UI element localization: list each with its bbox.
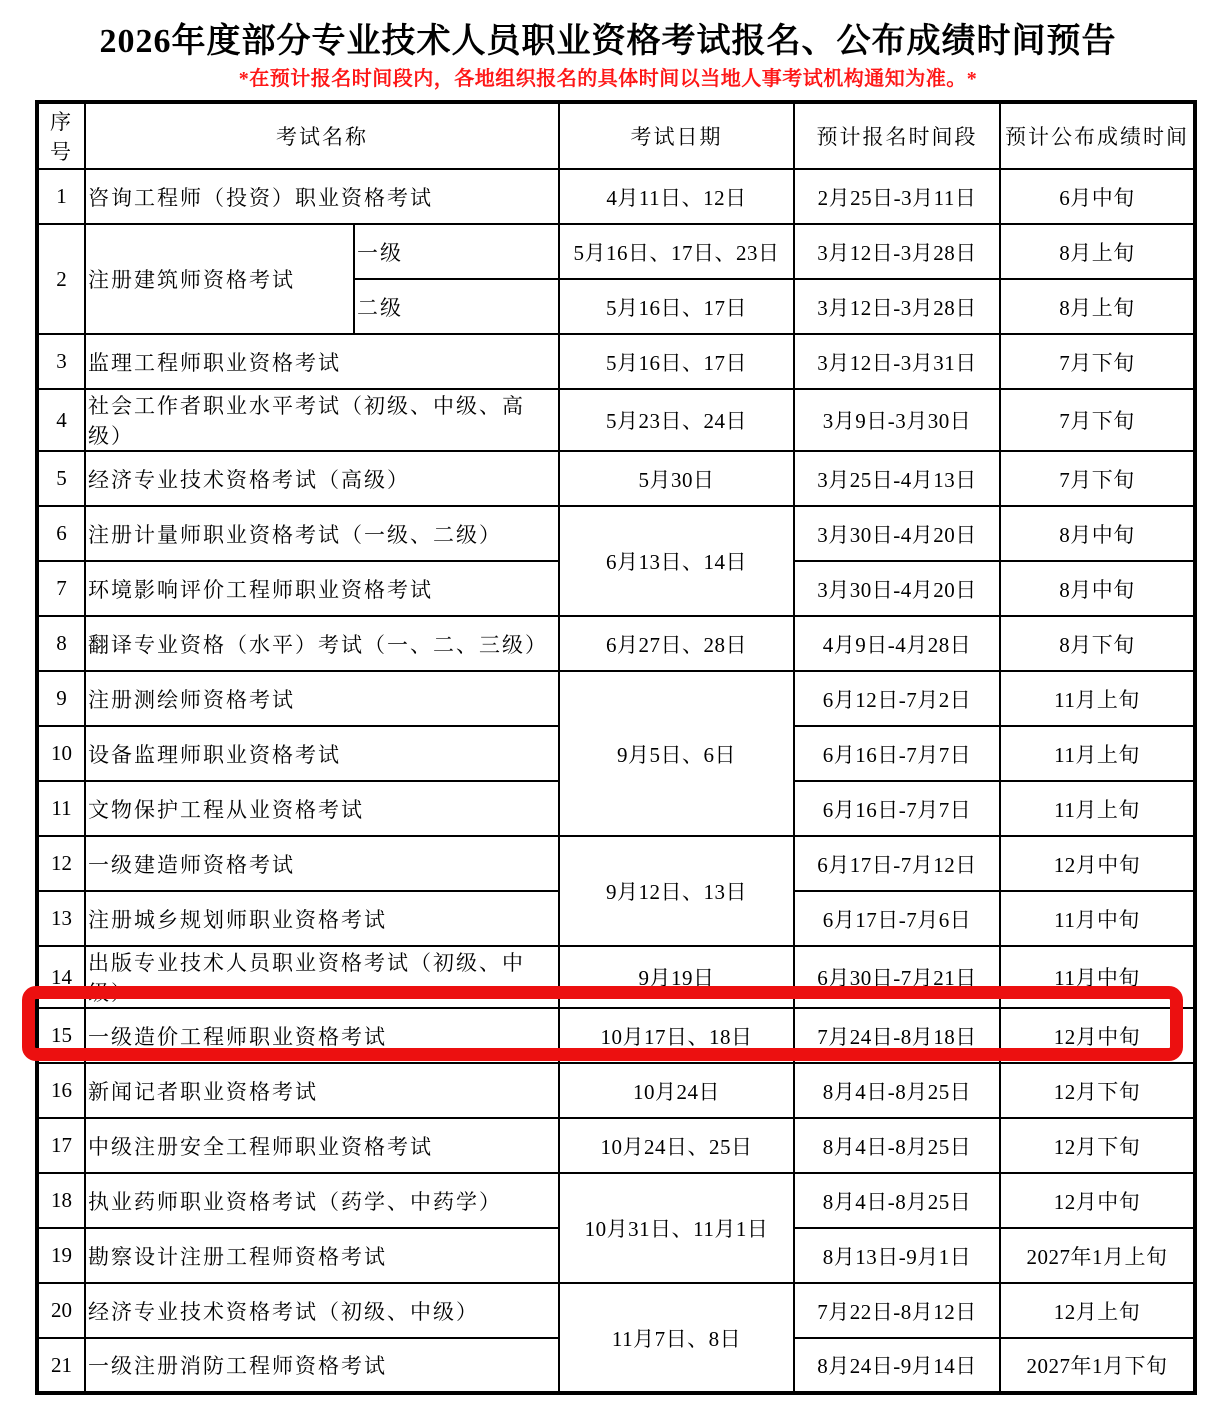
table-row-5 — [37, 451, 1195, 506]
cell-no: 2 — [37, 224, 85, 334]
cell-exam-date: 9月5日、6日 — [559, 671, 794, 836]
cell-registration-period: 8月4日-8月25日 — [794, 1118, 1000, 1173]
header-row — [37, 102, 1195, 169]
cell-no: 21 — [37, 1338, 85, 1393]
cell-exam-name: 新闻记者职业资格考试 — [85, 1063, 559, 1118]
cell-result-time: 12月中旬 — [1000, 1173, 1195, 1228]
cell-exam-name: 环境影响评价工程师职业资格考试 — [85, 561, 559, 616]
table-row-9 — [37, 671, 1195, 726]
cell-exam-name: 设备监理师职业资格考试 — [85, 726, 559, 781]
cell-result-time: 7月下旬 — [1000, 451, 1195, 506]
cell-result-time: 8月上旬 — [1000, 279, 1195, 334]
cell-no: 16 — [37, 1063, 85, 1118]
table-row-4 — [37, 389, 1195, 451]
table-row-16 — [37, 1063, 1195, 1118]
cell-result-time: 12月下旬 — [1000, 1118, 1195, 1173]
cell-registration-period: 3月25日-4月13日 — [794, 451, 1000, 506]
cell-registration-period: 4月9日-4月28日 — [794, 616, 1000, 671]
table-row-20 — [37, 1283, 1195, 1338]
exam-schedule-table — [35, 100, 1197, 1395]
cell-result-time: 7月下旬 — [1000, 334, 1195, 389]
cell-exam-name: 经济专业技术资格考试（高级） — [85, 451, 559, 506]
table-row-3 — [37, 334, 1195, 389]
cell-no: 11 — [37, 781, 85, 836]
cell-registration-period: 3月9日-3月30日 — [794, 389, 1000, 451]
table-row-14 — [37, 946, 1195, 1008]
cell-no: 1 — [37, 169, 85, 224]
cell-exam-date: 9月12日、13日 — [559, 836, 794, 946]
cell-registration-period: 7月24日-8月18日 — [794, 1008, 1000, 1063]
header-no: 序号 — [37, 102, 85, 169]
cell-registration-period: 6月17日-7月12日 — [794, 836, 1000, 891]
cell-exam-level: 一级 — [354, 224, 559, 279]
cell-exam-date: 10月24日、25日 — [559, 1118, 794, 1173]
cell-result-time: 12月中旬 — [1000, 1008, 1195, 1063]
cell-registration-period: 8月4日-8月25日 — [794, 1173, 1000, 1228]
cell-registration-period: 8月4日-8月25日 — [794, 1063, 1000, 1118]
cell-no: 17 — [37, 1118, 85, 1173]
cell-exam-name: 文物保护工程从业资格考试 — [85, 781, 559, 836]
cell-no: 19 — [37, 1228, 85, 1283]
cell-result-time: 7月下旬 — [1000, 389, 1195, 451]
cell-result-time: 12月下旬 — [1000, 1063, 1195, 1118]
table-row-18 — [37, 1173, 1195, 1228]
cell-no: 20 — [37, 1283, 85, 1338]
cell-result-time: 8月上旬 — [1000, 224, 1195, 279]
cell-exam-date: 5月16日、17日 — [559, 334, 794, 389]
header-exam-date: 考试日期 — [559, 102, 794, 169]
cell-exam-name: 注册建筑师资格考试 — [85, 224, 354, 334]
cell-result-time: 8月下旬 — [1000, 616, 1195, 671]
cell-no: 12 — [37, 836, 85, 891]
cell-exam-name: 一级造价工程师职业资格考试 — [85, 1008, 559, 1063]
table-row-1 — [37, 169, 1195, 224]
cell-registration-period: 3月30日-4月20日 — [794, 561, 1000, 616]
cell-no: 13 — [37, 891, 85, 946]
cell-registration-period: 3月12日-3月31日 — [794, 334, 1000, 389]
cell-result-time: 12月中旬 — [1000, 836, 1195, 891]
cell-registration-period: 6月12日-7月2日 — [794, 671, 1000, 726]
cell-exam-name: 监理工程师职业资格考试 — [85, 334, 559, 389]
cell-no: 3 — [37, 334, 85, 389]
cell-no: 18 — [37, 1173, 85, 1228]
cell-exam-date: 5月23日、24日 — [559, 389, 794, 451]
table-row-8 — [37, 616, 1195, 671]
cell-registration-period: 6月17日-7月6日 — [794, 891, 1000, 946]
cell-registration-period: 8月24日-9月14日 — [794, 1338, 1000, 1393]
cell-exam-name: 一级注册消防工程师资格考试 — [85, 1338, 559, 1393]
cell-exam-name: 翻译专业资格（水平）考试（一、二、三级） — [85, 616, 559, 671]
page-title: 2026年度部分专业技术人员职业资格考试报名、公布成绩时间预告 — [99, 23, 1117, 60]
cell-exam-date: 5月30日 — [559, 451, 794, 506]
cell-result-time: 11月上旬 — [1000, 671, 1195, 726]
cell-no: 10 — [37, 726, 85, 781]
cell-result-time: 6月中旬 — [1000, 169, 1195, 224]
cell-exam-date: 4月11日、12日 — [559, 169, 794, 224]
cell-exam-name: 经济专业技术资格考试（初级、中级） — [85, 1283, 559, 1338]
cell-no: 7 — [37, 561, 85, 616]
cell-no: 5 — [37, 451, 85, 506]
cell-exam-name: 一级建造师资格考试 — [85, 836, 559, 891]
cell-exam-date: 9月19日 — [559, 946, 794, 1008]
cell-no: 9 — [37, 671, 85, 726]
cell-exam-date: 6月13日、14日 — [559, 506, 794, 616]
cell-result-time: 11月中旬 — [1000, 891, 1195, 946]
cell-exam-name: 出版专业技术人员职业资格考试（初级、中级） — [85, 946, 559, 1008]
table-row-15-highlighted — [37, 1008, 1195, 1063]
cell-registration-period: 6月16日-7月7日 — [794, 726, 1000, 781]
header-exam-name: 考试名称 — [85, 102, 559, 169]
cell-exam-name: 社会工作者职业水平考试（初级、中级、高级） — [85, 389, 559, 451]
cell-exam-name: 注册测绘师资格考试 — [85, 671, 559, 726]
cell-exam-name: 中级注册安全工程师职业资格考试 — [85, 1118, 559, 1173]
cell-registration-period: 7月22日-8月12日 — [794, 1283, 1000, 1338]
table-row-17 — [37, 1118, 1195, 1173]
cell-no: 14 — [37, 946, 85, 1008]
cell-exam-date: 10月17日、18日 — [559, 1008, 794, 1063]
notice-text: *在预计报名时间段内，各地组织报名的具体时间以当地人事考试机构通知为准。* — [238, 68, 978, 90]
cell-exam-name: 咨询工程师（投资）职业资格考试 — [85, 169, 559, 224]
cell-no: 4 — [37, 389, 85, 451]
cell-exam-date: 6月27日、28日 — [559, 616, 794, 671]
cell-no: 8 — [37, 616, 85, 671]
cell-exam-name: 注册计量师职业资格考试（一级、二级） — [85, 506, 559, 561]
cell-result-time: 2027年1月下旬 — [1000, 1338, 1195, 1393]
cell-registration-period: 3月12日-3月28日 — [794, 279, 1000, 334]
cell-registration-period: 2月25日-3月11日 — [794, 169, 1000, 224]
cell-result-time: 12月上旬 — [1000, 1283, 1195, 1338]
cell-result-time: 11月中旬 — [1000, 946, 1195, 1008]
cell-exam-date: 10月31日、11月1日 — [559, 1173, 794, 1283]
cell-result-time: 8月中旬 — [1000, 561, 1195, 616]
cell-registration-period: 3月12日-3月28日 — [794, 224, 1000, 279]
cell-result-time: 11月上旬 — [1000, 726, 1195, 781]
header-result-time: 预计公布成绩时间 — [1000, 102, 1195, 169]
table-row-2-level1 — [37, 224, 1195, 279]
cell-exam-date: 5月16日、17日 — [559, 279, 794, 334]
cell-exam-name: 执业药师职业资格考试（药学、中药学） — [85, 1173, 559, 1228]
cell-result-time: 2027年1月上旬 — [1000, 1228, 1195, 1283]
cell-registration-period: 6月16日-7月7日 — [794, 781, 1000, 836]
header-registration-period: 预计报名时间段 — [794, 102, 1000, 169]
cell-exam-date: 5月16日、17日、23日 — [559, 224, 794, 279]
cell-registration-period: 8月13日-9月1日 — [794, 1228, 1000, 1283]
cell-exam-date: 10月24日 — [559, 1063, 794, 1118]
table-row-6 — [37, 506, 1195, 561]
cell-registration-period: 3月30日-4月20日 — [794, 506, 1000, 561]
cell-result-time: 8月中旬 — [1000, 506, 1195, 561]
cell-exam-date: 11月7日、8日 — [559, 1283, 794, 1393]
cell-result-time: 11月上旬 — [1000, 781, 1195, 836]
cell-exam-level: 二级 — [354, 279, 559, 334]
cell-no: 6 — [37, 506, 85, 561]
cell-no: 15 — [37, 1008, 85, 1063]
cell-exam-name: 注册城乡规划师职业资格考试 — [85, 891, 559, 946]
table-row-12 — [37, 836, 1195, 891]
cell-registration-period: 6月30日-7月21日 — [794, 946, 1000, 1008]
cell-exam-name: 勘察设计注册工程师资格考试 — [85, 1228, 559, 1283]
